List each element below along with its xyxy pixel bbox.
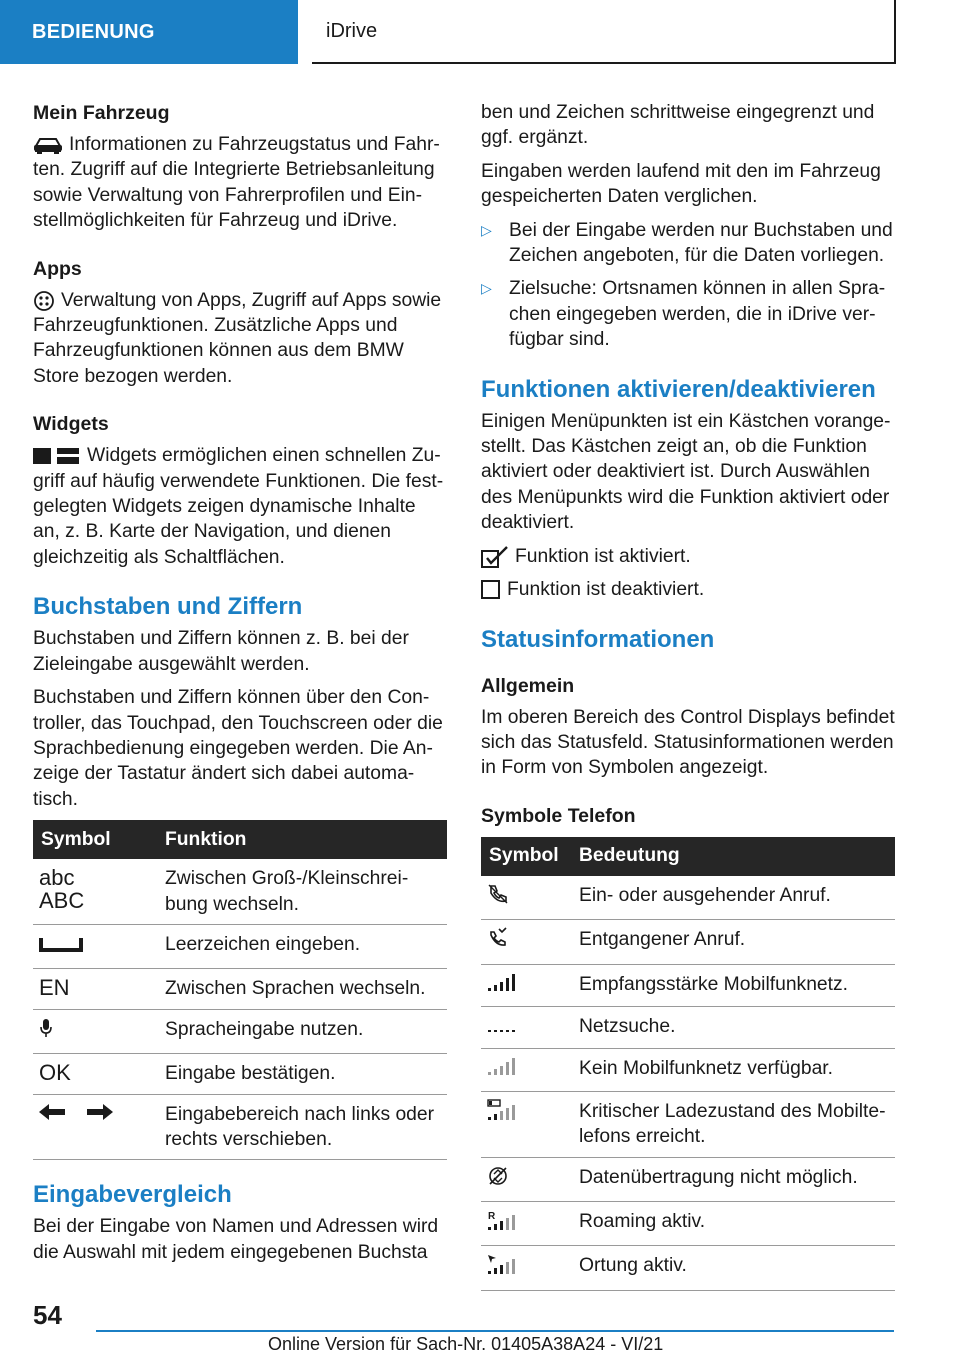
eingabevergleich-text: Bei der Eingabe von Namen und Adressen wird die Auswahl mit jedem eingegebenen Buchsta — [33, 1216, 439, 1263]
unchecked-line: Funktion ist deaktiviert. — [481, 577, 895, 602]
widgets-icon — [33, 447, 81, 465]
table-row: Kein Mobilfunknetz verfügbar. — [481, 1049, 895, 1091]
network-search-icon — [487, 1014, 521, 1034]
table-header-symbol: Symbol — [33, 820, 157, 859]
chapter-header — [312, 0, 896, 64]
space-icon — [39, 932, 83, 954]
signal-full-icon — [487, 972, 521, 992]
table-row: Netzsuche. — [481, 1006, 895, 1048]
table-row: Spracheingabe nutzen. — [33, 1009, 447, 1053]
eingaben-text: Eingaben werden laufend mit den im Fahrzeug gespeicherten Daten verglichen. — [481, 160, 881, 208]
footer-version-text: Online Version für Sach-Nr. 01405A38A24 - VI/21 — [268, 1334, 664, 1354]
section-title: BEDIENUNG — [32, 20, 155, 43]
missed-call-icon — [487, 927, 509, 949]
checkbox-checked-icon — [481, 546, 509, 568]
table-row: Empfangsstärke Mobilfunknetz. — [481, 964, 895, 1006]
table-row: Entgangener Anruf. — [481, 920, 895, 964]
left-column — [33, 100, 447, 1273]
data-off-icon — [487, 1165, 509, 1187]
table-row: OK Eingabe bestätigen. — [33, 1054, 447, 1094]
allgemein-heading: Allgemein — [481, 674, 575, 697]
buchstaben-heading: Buchstaben und Ziffern — [33, 593, 303, 621]
ok-symbol: OK — [39, 1060, 71, 1086]
bullet-triangle-icon: ▷ — [481, 221, 492, 238]
mein-fahrzeug-text: Informationen zu Fahrzeugstatus und Fahrten. Zugriff auf die Integrierte Betriebsanleitung sowie Verwaltung von Fahrerprofilen und Einstellmöglichkeiten für Fahrzeug und iDrive. — [33, 134, 440, 232]
keyboard-symbol-table — [33, 820, 447, 1160]
table-row: Kritischer Ladezustand des Mobiltelefons erreicht. — [481, 1091, 895, 1157]
roaming-icon — [487, 1209, 521, 1231]
table-row: abc ABC Zwischen Groß-/Kleinschreibung wechseln. — [33, 859, 447, 924]
case-toggle-symbol: abc — [39, 865, 75, 891]
table-row: EN Zwischen Sprachen wechseln. — [33, 969, 447, 1009]
status-text: Im oberen Bereich des Control Displays befindet sich das Statusfeld. Statusinformationen werden in Form von Symbolen angezeigt. — [481, 706, 895, 779]
checkbox-unchecked-icon — [481, 580, 501, 600]
table-header-funktion: Funktion — [157, 820, 447, 859]
buchstaben-p1: Buchstaben und Ziffern können z. B. bei der Zieleingabe ausgewählt werden. — [33, 628, 409, 675]
microphone-icon — [39, 1017, 53, 1039]
language-symbol: EN — [39, 975, 70, 1001]
widgets-text: Widgets ermöglichen einen schnellen Zugriff auf häufig verwendete Funktionen. Die festgelegten Widgets zeigen dynamische Inhalte an, z. B. Karte der Navigation, und dienen gleichzeitig als Schaltflächen. — [33, 445, 444, 568]
table-header-symbol: Symbol — [481, 837, 571, 876]
apps-text: Verwaltung von Apps, Zugriff auf Apps sowie Fahrzeugfunktionen. Zusätzliche Apps und Fahrzeugfunktionen können aus dem BMW Store bezogen werden. — [33, 289, 442, 387]
table-row: Leerzeichen eingeben. — [33, 924, 447, 968]
apps-heading: Apps — [33, 257, 82, 280]
table-row: Eingabebereich nach links oder rechts verschieben. — [33, 1094, 447, 1160]
bullet-triangle-icon: ▷ — [481, 280, 492, 297]
footer-divider — [96, 1330, 894, 1332]
phone-symbol-table — [481, 837, 895, 1291]
battery-low-icon — [487, 1099, 521, 1121]
signal-none-icon — [487, 1056, 521, 1076]
apps-icon — [33, 290, 55, 312]
widgets-heading: Widgets — [33, 413, 109, 436]
status-heading: Statusinformationen — [481, 625, 715, 653]
table-row: Ortung aktiv. — [481, 1246, 895, 1290]
right-column — [481, 100, 895, 1291]
symbole-telefon-heading: Symbole Telefon — [481, 804, 636, 827]
phone-icon — [487, 883, 509, 905]
funktionen-heading: Funktionen aktivieren/deaktivieren — [481, 375, 876, 403]
checked-line: Funktion ist aktiviert. — [481, 544, 895, 569]
eingabevergleich-cont: ben und Zeichen schrittweise eingegrenzt und ggf. ergänzt. — [481, 102, 875, 149]
table-header-bedeutung: Bedeutung — [571, 837, 895, 876]
table-row: Ein- oder ausgehender Anruf. — [481, 876, 895, 920]
buchstaben-p2: Buchstaben und Ziffern können über den Controller, das Touchpad, den Touchscreen oder die Sprachbedienung eingegeben werden. Die Anzeige der Tastatur ändert sich dabei automatisch. — [33, 687, 443, 810]
funktionen-text: Einigen Menüpunkten ist ein Kästchen vorangestellt. Das Kästchen zeigt an, ob die Funktion aktiviert oder deaktiviert ist. Durch Auswählen des Menüpunkts wird die Funktion aktiviert oder deaktiviert. — [481, 410, 891, 534]
arrows-left-right-icon — [39, 1102, 113, 1122]
mein-fahrzeug-heading: Mein Fahrzeug — [33, 102, 170, 124]
list-item: ▷ Bei der Eingabe werden nur Buchstaben und Zeichen angeboten, für die Daten vorliegen. — [481, 218, 895, 269]
list-item: ▷ Zielsuche: Ortsnamen können in allen Sprachen eingegeben werden, die in iDrive verfügbar sind. — [481, 276, 895, 352]
svg-text:R: R — [488, 1210, 496, 1222]
eingabevergleich-heading: Eingabevergleich — [33, 1181, 232, 1209]
location-icon — [487, 1253, 521, 1275]
table-row: Datenübertragung nicht möglich. — [481, 1157, 895, 1201]
car-icon — [33, 136, 63, 154]
chapter-title: iDrive — [326, 19, 378, 42]
table-row: R Roaming aktiv. — [481, 1201, 895, 1245]
page-number: 54 — [33, 1300, 62, 1330]
case-toggle-symbol-upper: ABC — [39, 888, 85, 914]
section-tab — [0, 0, 298, 64]
